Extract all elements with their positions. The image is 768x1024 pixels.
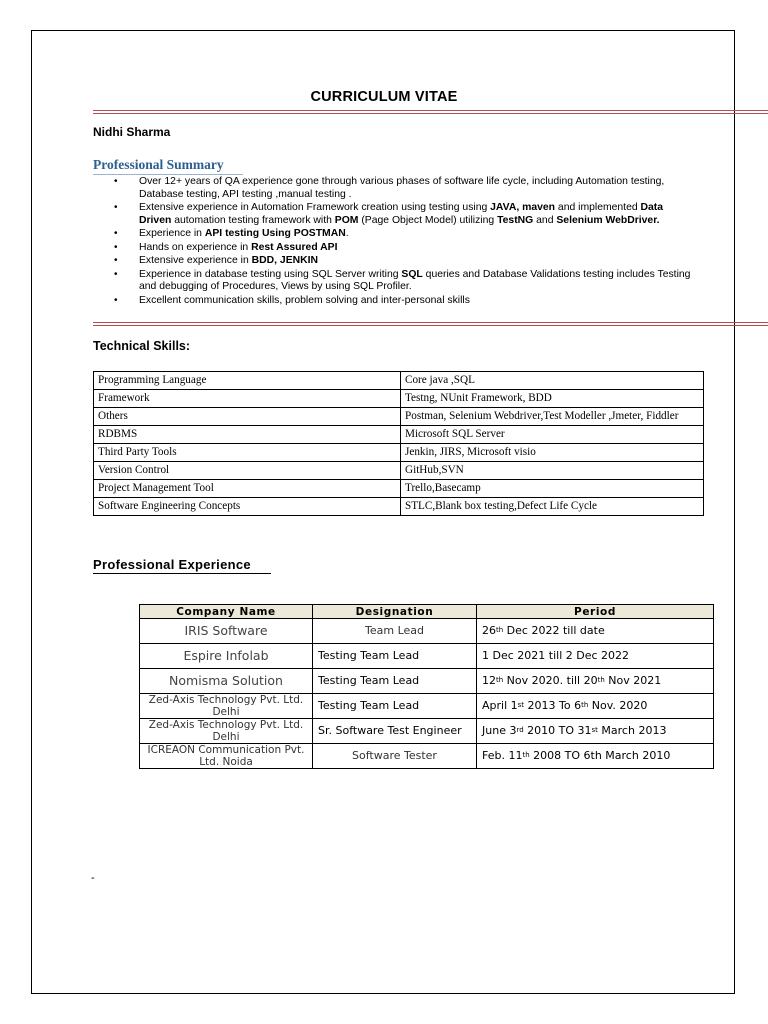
period-text: Nov 2020. till 20	[503, 674, 598, 687]
summary-emphasis: TestNG	[497, 214, 534, 226]
summary-emphasis: Selenium WebDriver.	[556, 214, 660, 226]
period-suffix: st	[591, 726, 598, 734]
summary-text: .	[345, 228, 349, 239]
period-suffix: st	[517, 701, 525, 709]
skill-row	[94, 372, 704, 390]
experience-header-row	[140, 605, 714, 619]
summary-item	[114, 255, 694, 268]
period-text: June 3	[482, 724, 517, 737]
professional-experience-heading: Professional Experience	[93, 557, 251, 572]
company-cell: Espire Infolab	[140, 644, 313, 669]
document-title: CURRICULUM VITAE	[310, 89, 458, 105]
summary-item	[114, 295, 694, 308]
header-period: Period	[477, 605, 714, 619]
skill-value: Postman, Selenium Webdriver,Test Modeller ,Jmeter, Fiddler	[401, 408, 704, 426]
skill-value: GitHub,SVN	[401, 462, 704, 480]
period-cell	[477, 619, 714, 644]
period-text: March 2013	[597, 724, 667, 737]
skill-category: Framework	[94, 390, 401, 408]
skill-value: Testng, NUnit Framework, BDD	[401, 390, 704, 408]
summary-text: automation testing framework with	[171, 214, 335, 226]
summary-emphasis: Rest Assured API	[251, 241, 338, 253]
experience-row	[140, 644, 714, 669]
period-cell	[477, 744, 714, 769]
skill-row	[94, 480, 704, 498]
experience-row	[140, 744, 714, 769]
designation-cell: Sr. Software Test Engineer	[313, 719, 477, 744]
summary-emphasis: API testing Using POSTMAN	[204, 228, 346, 239]
summary-text: and	[533, 214, 557, 226]
skill-row	[94, 408, 704, 426]
experience-row	[140, 669, 714, 694]
skill-value: Trello,Basecamp	[401, 480, 704, 498]
period-text: 2008 TO 6th March 2010	[529, 749, 671, 762]
skill-category: Others	[94, 408, 401, 426]
company-cell: Zed-Axis Technology Pvt. Ltd. Delhi	[140, 694, 313, 719]
summary-item	[114, 228, 694, 241]
experience-row	[140, 694, 714, 719]
summary-text: Experience in database testing using SQL Server writing	[139, 268, 402, 280]
skill-row	[94, 444, 704, 462]
skill-category: Programming Language	[94, 372, 401, 390]
candidate-name: Nidhi Sharma	[93, 125, 171, 139]
period-text: Dec 2022 till date	[503, 624, 605, 637]
period-text: 1 Dec 2021 till 2 Dec 2022	[482, 649, 630, 662]
summary-text: Experience in	[139, 228, 205, 239]
summary-text: (Page Object Model) utilizing	[358, 214, 498, 226]
summary-divider	[93, 322, 768, 326]
skill-category: RDBMS	[94, 426, 401, 444]
company-cell: Zed-Axis Technology Pvt. Ltd. Delhi	[140, 719, 313, 744]
title-divider	[93, 110, 768, 114]
period-suffix: th	[496, 626, 504, 634]
period-text: Feb. 11	[482, 749, 523, 762]
company-cell: ICREAON Communication Pvt. Ltd. Noida	[140, 744, 313, 769]
summary-emphasis: JAVA, maven	[490, 202, 556, 213]
period-cell	[477, 644, 714, 669]
skill-category: Third Party Tools	[94, 444, 401, 462]
period-cell	[477, 719, 714, 744]
designation-cell: Testing Team Lead	[313, 644, 477, 669]
skill-row	[94, 390, 704, 408]
designation-cell: Team Lead	[313, 619, 477, 644]
summary-text: Over 12+ years of QA experience gone through various phases of software life cycle, including Automation testing, Database testing, API testing ,manual testing .	[139, 176, 665, 200]
period-suffix: th	[597, 676, 605, 684]
period-cell	[477, 669, 714, 694]
professional-summary-heading: Professional Summary	[93, 157, 224, 172]
designation-cell: Testing Team Lead	[313, 694, 477, 719]
summary-emphasis: BDD, JENKIN	[251, 255, 319, 266]
period-text: 2010 TO 31	[523, 724, 592, 737]
experience-row	[140, 719, 714, 744]
skill-category: Version Control	[94, 462, 401, 480]
period-suffix: rd	[516, 726, 524, 734]
summary-heading-underline	[93, 174, 243, 175]
summary-emphasis: SQL	[401, 268, 423, 280]
period-text: 2013 To 6	[524, 699, 582, 712]
skill-row	[94, 498, 704, 516]
summary-item	[114, 269, 694, 294]
period-suffix: th	[496, 676, 504, 684]
designation-cell: Software Tester	[313, 744, 477, 769]
summary-text: Hands on experience in	[139, 241, 252, 253]
technical-skills-table	[93, 371, 704, 516]
summary-text: and implemented	[555, 202, 641, 213]
header-designation: Designation	[313, 605, 477, 619]
experience-heading-underline	[93, 573, 271, 574]
technical-skills-heading: Technical Skills:	[93, 339, 191, 353]
period-suffix: th	[581, 701, 589, 709]
period-text: Nov. 2020	[588, 699, 648, 712]
summary-item	[114, 176, 694, 201]
company-cell: IRIS Software	[140, 619, 313, 644]
summary-list	[114, 176, 694, 308]
period-text: 26	[482, 624, 496, 637]
header-company: Company Name	[140, 605, 313, 619]
skill-row	[94, 462, 704, 480]
skill-category: Project Management Tool	[94, 480, 401, 498]
skill-value: Jenkin, JIRS, Microsoft visio	[401, 444, 704, 462]
skill-row	[94, 426, 704, 444]
summary-emphasis: Data Driven	[139, 202, 664, 226]
period-suffix: th	[522, 751, 530, 759]
summary-text: Extensive experience in	[139, 255, 252, 266]
summary-text: queries and Database Validations testing includes Testing and debugging of Procedures, Views by using SQL Profiler.	[139, 268, 691, 292]
experience-row	[140, 619, 714, 644]
skill-value: Core java ,SQL	[401, 372, 704, 390]
summary-emphasis: POM	[334, 214, 359, 226]
period-text: April 1	[482, 699, 518, 712]
period-text: Nov 2021	[604, 674, 662, 687]
summary-text: Excellent communication skills, problem solving and inter-personal skills	[139, 294, 470, 306]
summary-item	[114, 202, 694, 227]
footer-mark: -	[91, 872, 95, 884]
skill-value: Microsoft SQL Server	[401, 426, 704, 444]
designation-cell: Testing Team Lead	[313, 669, 477, 694]
experience-table	[139, 604, 714, 769]
period-cell	[477, 694, 714, 719]
skill-category: Software Engineering Concepts	[94, 498, 401, 516]
skill-value: STLC,Blank box testing,Defect Life Cycle	[401, 498, 704, 516]
summary-text: Extensive experience in Automation Framework creation using testing using	[139, 202, 491, 213]
summary-item	[114, 242, 694, 255]
period-text: 12	[482, 674, 496, 687]
company-cell: Nomisma Solution	[140, 669, 313, 694]
